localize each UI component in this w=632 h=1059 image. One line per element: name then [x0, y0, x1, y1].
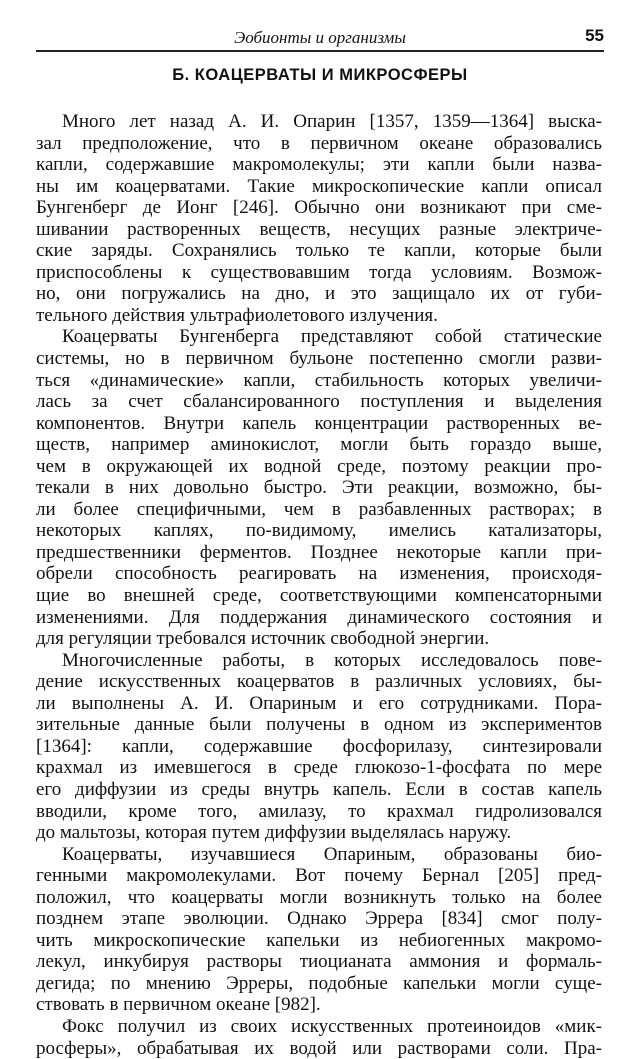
text-line: Многочисленные работы, в которых исследовалось пове-: [62, 649, 602, 671]
section-heading: Б. КОАЦЕРВАТЫ И МИКРОСФЕРЫ: [172, 66, 468, 84]
text-line: его диффузии из среды внутрь капель. Если в состав капель: [36, 778, 602, 800]
text-line: генными макромолекулами. Вот почему Бернал [205] пред-: [36, 865, 602, 887]
text-line: дегида; по мнению Эрреры, подобные капельки могли суще-: [36, 972, 602, 994]
text-line: Коацерваты Бунгенберга представляют собой статические: [62, 326, 602, 348]
page-number: 55: [585, 26, 604, 45]
text-line: приспособлены к существовавшим тогда условиям. Возмож-: [36, 261, 602, 283]
text-line: [1364]: капли, содержавшие фосфорилазу, синтезировали: [36, 735, 602, 757]
text-line: ществ, например аминокислот, могли быть гораздо выше,: [36, 434, 602, 456]
text-line: зительные данные были получены в одном из экспериментов: [36, 714, 602, 736]
text-line: ские заряды. Сохранялись только те капли, которые были: [36, 240, 602, 262]
text-line: ли более специфичными, чем в разбавленных растворах; в: [36, 498, 602, 520]
text-line: крахмал из имевшегося в среде глюкозо-1-фосфата по мере: [36, 757, 602, 779]
text-line: ны им коацерватами. Такие микроскопические капли описал: [36, 175, 602, 197]
text-line: щие во внешней среде, соответствующими компенсаторными: [36, 585, 602, 607]
text-line: предшественники ферментов. Позднее некоторые капли при-: [36, 541, 602, 563]
text-line: росферы», обрабатывая их водой или растворами соли. Пра-: [36, 1037, 602, 1059]
text-line: компонентов. Внутри капель концентрации растворенных ве-: [36, 412, 602, 434]
text-line: системы, но в первичном бульоне постепенно смогли разви-: [36, 348, 602, 370]
text-line: некоторых каплях, по-видимому, имелись катализаторы,: [36, 520, 602, 542]
text-line: положил, что коацерваты могли возникнуть только на более: [36, 886, 602, 908]
text-line: Бунгенберг де Ионг [246]. Обычно они возникают при сме-: [36, 197, 602, 219]
text-line: ться «динамические» капли, стабильность которых увеличи-: [36, 369, 602, 391]
text-line: Фокс получил из своих искусственных протеиноидов «мик-: [62, 1015, 602, 1037]
text-line: изменениями. Для поддержания динамического состояния и: [36, 606, 602, 628]
text-line: обрели способность реагировать на изменения, происходя-: [36, 563, 602, 585]
text-line: шивании растворенных веществ, несущих разные электриче-: [36, 218, 602, 240]
text-line: лась за счет сбалансированного поступления и выделения: [36, 391, 602, 413]
text-line: лекул, инкубируя растворы тиоцианата аммония и формаль-: [36, 951, 602, 973]
text-line: тельного действия ультрафиолетового излучения.: [36, 304, 438, 326]
text-line: чить микроскопические капельки из небиогенных макромо-: [36, 929, 602, 951]
text-line: ли выполнены А. И. Опариным и его сотрудниками. Пора-: [36, 692, 602, 714]
running-header: [36, 24, 604, 52]
text-line: Коацерваты, изучавшиеся Опариным, образованы био-: [62, 843, 602, 865]
text-line: до мальтозы, которая путем диффузии выделялась наружу.: [36, 822, 512, 844]
text-line: Много лет назад А. И. Опарин [1357, 1359—1364] выска-: [62, 111, 602, 132]
text-line: чем в окружающей их водной среде, поэтому реакции про-: [36, 455, 602, 477]
text-line: текали в них довольно быстро. Эти реакции, возможно, бы-: [36, 477, 602, 499]
text-line: дение искусственных коацерватов в различных условиях, бы-: [36, 671, 602, 693]
text-line: позднем этапе эволюции. Однако Эррера [834] смог полу-: [36, 908, 602, 930]
text-line: вводили, кроме того, амилазу, то крахмал гидролизовался: [36, 800, 602, 822]
text-line: зал предположение, что в первичном океане образовались: [36, 132, 602, 154]
text-line: ствовать в первичном океане [982].: [36, 994, 321, 1016]
body-text: [36, 111, 602, 1059]
running-title: Эобионты и организмы: [234, 28, 406, 47]
text-line: капли, содержавшие макромолекулы; эти капли были назва-: [36, 154, 602, 176]
text-line: но, они погружались на дно, и это защищало их от губи-: [36, 283, 602, 305]
text-line: для регуляции требовался источник свободной энергии.: [36, 628, 490, 650]
